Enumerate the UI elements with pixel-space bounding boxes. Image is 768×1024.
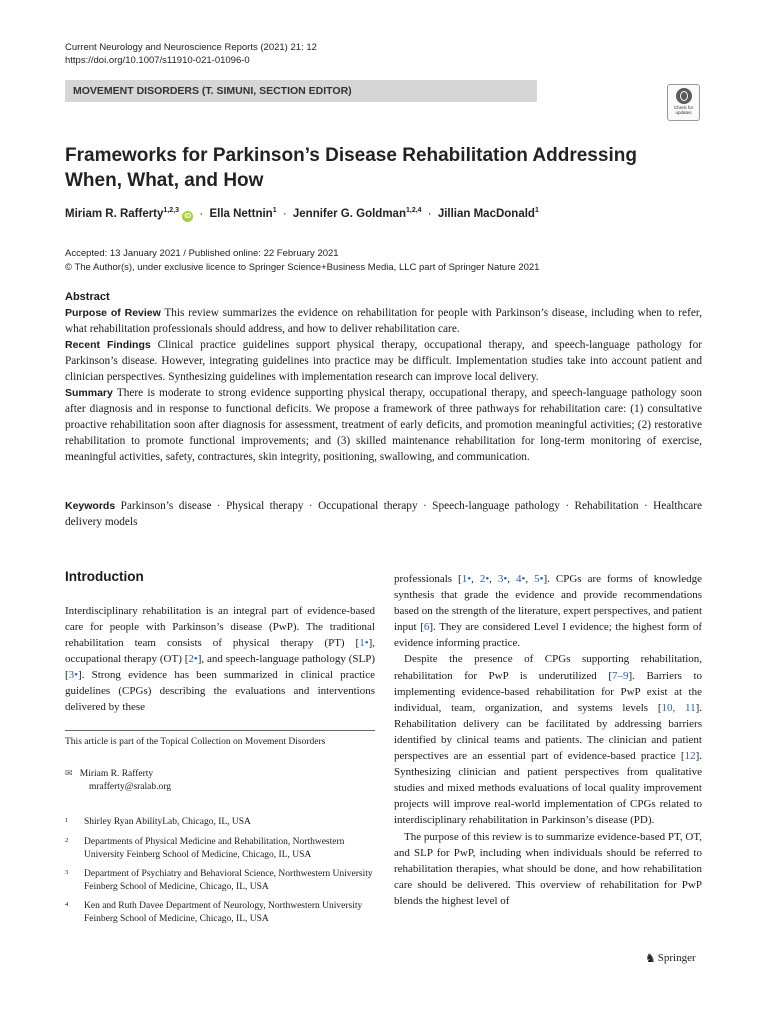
publisher-logo bbox=[645, 951, 696, 966]
author-name[interactable]: Miriam R. Rafferty bbox=[65, 207, 164, 220]
copyright-line: © The Author(s), under exclusive licence to Springer Science+Business Media, LLC part of Springer Nature 2021 bbox=[65, 262, 540, 273]
intro-right-column bbox=[394, 571, 702, 909]
corresponding-author bbox=[65, 767, 171, 794]
affiliation-item bbox=[65, 816, 375, 829]
affiliation-text: Departments of Physical Medicine and Rehabilitation, Northwestern University Feinberg School of Medicine, Chicago, IL, USA bbox=[84, 837, 345, 860]
body-text: ]. Rehabilitation delivery can be facilitated by addressing barriers identified by clinical teams and patients. The clinician and patient perspectives are an essential part of evidence-based practice [ bbox=[394, 701, 703, 763]
author-name[interactable]: Ella Nettnin bbox=[209, 207, 273, 220]
body-text: , bbox=[507, 573, 517, 585]
doi-link[interactable]: https://doi.org/10.1007/s11910-021-01096-0 bbox=[65, 55, 250, 66]
citation-link[interactable]: 6 bbox=[423, 621, 430, 634]
intro-paragraph: The purpose of this review is to summarize evidence-based PT, OT, and SLP for PwP, including when individuals should be referred to rehabilitation therapies, what should be done, and how rehabilitation care should be delivered. This overview of rehabilitation for PwP blends the highest level of bbox=[394, 830, 702, 907]
introduction-heading: Introduction bbox=[65, 569, 144, 584]
affiliation-number: 1 bbox=[65, 817, 69, 824]
intro-paragraph bbox=[394, 571, 702, 651]
abstract-heading: Abstract bbox=[65, 291, 110, 303]
journal-citation: Current Neurology and Neuroscience Reports (2021) 21: 12 bbox=[65, 42, 317, 53]
abstract-body bbox=[65, 305, 702, 465]
affiliation-text: Ken and Ruth Davee Department of Neurology, Northwestern University Feinberg School of Medicine, Chicago, IL, USA bbox=[84, 901, 363, 924]
affiliation-item bbox=[65, 836, 375, 862]
footnote-divider bbox=[65, 730, 375, 731]
springer-horse-icon: ♞ bbox=[645, 951, 656, 965]
topical-collection-note: This article is part of the Topical Collection on Movement Disorders bbox=[65, 737, 326, 747]
citation-link[interactable]: 4• bbox=[516, 573, 526, 585]
citation-link[interactable]: 12 bbox=[684, 750, 696, 763]
affiliation-item bbox=[65, 868, 375, 894]
author-affiliation-mark: 1,2,4 bbox=[405, 207, 422, 214]
body-text: Interdisciplinary rehabilitation is an integral part of evidence-based care for people with Parkinson’s disease (PwP). The traditional rehabilitation team consists of physical therapy (PT) [ bbox=[65, 605, 375, 649]
author-separator: · bbox=[427, 207, 432, 220]
author-separator: · bbox=[199, 207, 204, 220]
body-text: ]. Synthesizing clinician and patient perspectives from qualitative studies and mixed methods evaluations of local quality improvement projects will improve real-world implementation of CPGs related to interdisciplinary rehabilitation in Parkinson’s disease (PD). bbox=[394, 750, 702, 827]
envelope-icon: ✉ bbox=[65, 768, 73, 778]
body-text: , bbox=[525, 573, 535, 585]
author-affiliation-mark: 1 bbox=[534, 207, 539, 214]
badge-label-1: Check for bbox=[673, 105, 694, 110]
body-text: ]. Strong evidence has been summarized in clinical practice guidelines (CPGs) describing the evaluations and interventions delivered by these bbox=[65, 669, 375, 713]
abstract-purpose-text: This review summarizes the evidence on rehabilitation for people with Parkinson’s disease, including when to refer, what rehabilitation professionals should address, and how to deliver rehabilitation care. bbox=[65, 307, 702, 335]
abstract-summary-text: There is moderate to strong evidence supporting physical therapy, occupational therapy, and speech-language pathology soon after diagnosis and in response to functional deficits. We propose a framework of three pathways for rehabilitation care: (1) consultative proactive rehabilitation soon after diagnosis for assessment, treatment of early deficits, and promotion meaningful activities; (2) restorative rehabilitation to promote functional improvements; and (3) skilled maintenance rehabilitation for long-term monitoring of exercise, meaningful activities, safety, contractures, skin integrity, positioning, swallowing, and communication. bbox=[65, 387, 702, 463]
author-name[interactable]: Jennifer G. Goldman bbox=[292, 207, 406, 220]
author-affiliation-mark: 1 bbox=[272, 207, 277, 214]
body-text: ], and speech-language pathology (SLP) [ bbox=[65, 653, 375, 681]
intro-paragraph bbox=[65, 603, 375, 715]
abstract-purpose-label: Purpose of Review bbox=[65, 307, 161, 319]
affiliation-item bbox=[65, 900, 375, 926]
check-updates-icon bbox=[676, 88, 692, 104]
citation-link[interactable]: 7–9 bbox=[612, 669, 629, 682]
abstract-summary bbox=[65, 385, 702, 465]
affiliation-number: 3 bbox=[65, 869, 69, 876]
author-separator: · bbox=[282, 207, 287, 220]
check-for-updates-badge[interactable] bbox=[667, 84, 700, 121]
affiliation-text: Department of Psychiatry and Behavioral Science, Northwestern University Feinberg School of Medicine, Chicago, IL, USA bbox=[84, 869, 373, 892]
body-text: ]. Barriers to implementing evidence-based rehabilitation for PwP exist at the individual, team, organization, and systems levels [ bbox=[394, 669, 703, 714]
citation-link[interactable]: 2• bbox=[479, 573, 490, 585]
abstract-findings-text: Clinical practice guidelines support physical therapy, occupational therapy, and speech-language pathology for Parkinson’s disease. However, integrating guidelines into practice may be difficult. Implementation studies take into account patient and clinician perspectives. Synthesizing guidelines with implementation research can improve local delivery. bbox=[65, 339, 702, 383]
section-banner: MOVEMENT DISORDERS (T. SIMUNI, SECTION EDITOR) bbox=[65, 80, 537, 102]
affiliation-number: 2 bbox=[65, 837, 69, 844]
publisher-name: Springer bbox=[657, 952, 696, 964]
abstract-summary-label: Summary bbox=[65, 387, 113, 399]
citation-link[interactable]: 10, 11 bbox=[661, 701, 696, 714]
author-name[interactable]: Jillian MacDonald bbox=[437, 207, 535, 220]
citation-link[interactable]: 3• bbox=[68, 669, 79, 681]
keywords bbox=[65, 498, 702, 530]
article-title: Frameworks for Parkinson’s Disease Rehabilitation Addressing When, What, and How bbox=[65, 145, 637, 191]
keywords-text: Parkinson’s disease · Physical therapy · Occupational therapy · Speech-language pathology · Rehabilitation · Healthcare delivery models bbox=[65, 500, 702, 528]
citation-link[interactable]: 1• bbox=[461, 573, 472, 585]
intro-paragraph bbox=[394, 651, 702, 828]
body-text: professionals [ bbox=[394, 573, 462, 585]
publication-dates: Accepted: 13 January 2021 / Published online: 22 February 2021 bbox=[65, 248, 339, 259]
body-text: ], occupational therapy (OT) [ bbox=[65, 637, 375, 665]
abstract-findings bbox=[65, 337, 702, 385]
badge-label-2: updates bbox=[675, 110, 692, 115]
affiliation-number: 4 bbox=[65, 901, 69, 908]
body-text: , bbox=[471, 573, 480, 585]
body-text: ]. They are considered Level I evidence; the highest form of evidence informing practice. bbox=[394, 621, 702, 650]
citation-link[interactable]: 5• bbox=[534, 573, 544, 585]
body-text: ]. CPGs are forms of knowledge synthesis that grade the evidence and provide recommendations based on the strength of the literature, expert perspectives, and patient input [ bbox=[394, 573, 703, 634]
body-text: Despite the presence of CPGs supporting rehabilitation, rehabilitation for PwP is underutilized [ bbox=[394, 653, 702, 682]
orcid-icon[interactable]: iD bbox=[184, 212, 192, 220]
author-affiliation-mark: 1,2,3 bbox=[163, 207, 179, 214]
corresponding-author-email[interactable]: mrafferty@sralab.org bbox=[89, 782, 171, 792]
intro-left-column bbox=[65, 603, 375, 715]
affiliation-text: Shirley Ryan AbilityLab, Chicago, IL, USA bbox=[84, 817, 251, 827]
citation-link[interactable]: 2• bbox=[188, 653, 198, 665]
corresponding-author-name: Miriam R. Rafferty bbox=[79, 769, 154, 779]
citation-link[interactable]: 3• bbox=[497, 573, 508, 585]
citation-link[interactable]: 1• bbox=[359, 637, 369, 649]
author-list bbox=[65, 207, 539, 222]
abstract-findings-label: Recent Findings bbox=[65, 339, 151, 351]
keywords-label: Keywords bbox=[65, 500, 116, 512]
body-text: , bbox=[489, 573, 498, 585]
abstract-purpose bbox=[65, 305, 702, 337]
